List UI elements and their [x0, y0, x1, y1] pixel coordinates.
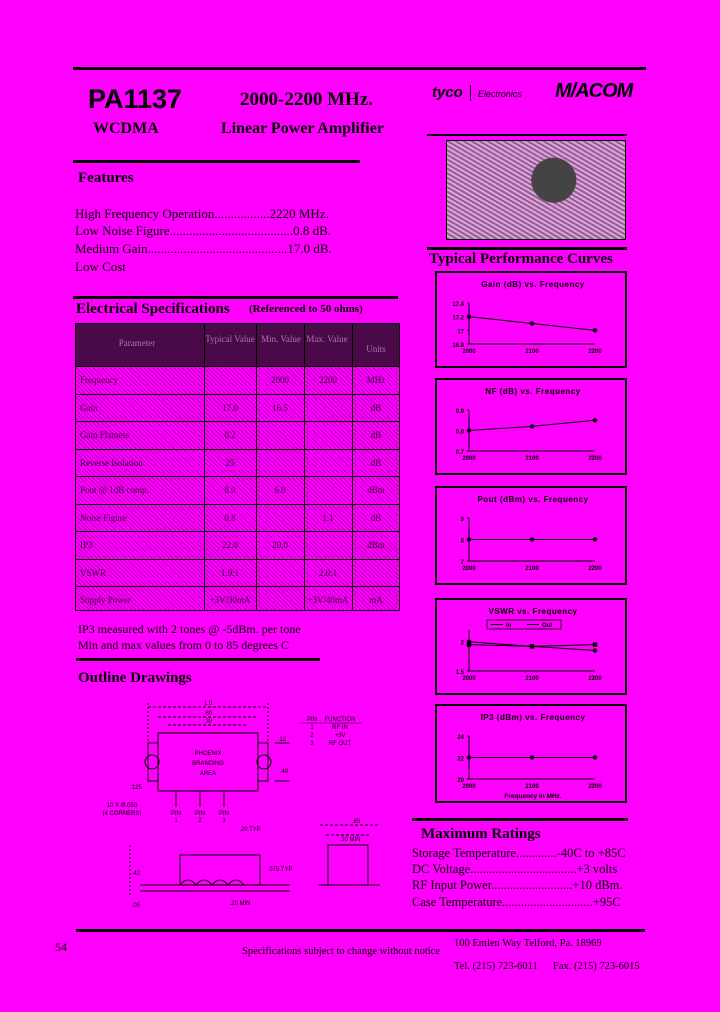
spec-row-line [76, 421, 399, 422]
spec-cell: 1.9:1 [220, 567, 240, 578]
spec-row-line [76, 559, 399, 560]
macom-logo: M/ACOM [555, 80, 633, 102]
pin-table-text: RF IN [332, 725, 348, 731]
pin-label: PIN [170, 811, 182, 817]
electrical-rule [73, 296, 398, 299]
nf-chart-box [435, 378, 627, 475]
x-tick-label: 2200 [588, 349, 602, 355]
data-point [530, 537, 534, 541]
x-tick-label: 2200 [588, 566, 602, 572]
spec-cell: dB [370, 402, 382, 413]
outline-title: Outline Drawings [78, 670, 192, 686]
gain-chart-box [435, 271, 627, 368]
legend-label: In [506, 623, 512, 629]
feature-item: Low Cost [75, 259, 126, 274]
spec-cell: Supply Power [80, 595, 131, 605]
dim-label: (4 CORNERS) [102, 811, 142, 817]
spec-row-line [76, 366, 399, 367]
data-point [593, 328, 597, 332]
features-title: Features [78, 170, 134, 186]
y-tick-label: 2 [460, 640, 464, 647]
pin-number: 3 [222, 818, 226, 824]
y-tick-label: 24 [457, 735, 464, 741]
x-tick-label: 2000 [462, 676, 476, 682]
address: 100 Emlen Way Telford, Pa. 18969 [454, 938, 602, 949]
x-tick-label: 2100 [525, 566, 539, 572]
pin-table-text: 1 [310, 725, 314, 731]
data-point [530, 424, 534, 428]
rating-item: DC Voltage..................................+3 volts [412, 862, 618, 876]
chart-title: Gain (dB) vs. Frequency [481, 280, 585, 289]
product-type: Linear Power Amplifier [221, 120, 384, 137]
pout-chart-box [435, 486, 627, 585]
spec-cell: dB [370, 430, 382, 440]
dim-label: .85 [351, 819, 361, 825]
ratings-title: Maximum Ratings [421, 826, 541, 842]
pin-table-text: PIN [306, 717, 318, 723]
x-tick-label: 2200 [588, 676, 602, 682]
y-tick-label: 17.2 [452, 315, 464, 322]
spec-cell: 0.8 [224, 512, 236, 523]
performance-title: Typical Performance Curves [429, 251, 613, 267]
tyco-logo-text: tyco [432, 84, 463, 101]
y-tick-label: 0.7 [455, 450, 464, 456]
data-point [467, 428, 471, 432]
y-tick-label: 0.9 [455, 409, 464, 415]
dim-label: .60 [203, 711, 213, 717]
data-point [467, 642, 471, 646]
dim-label: .12 [277, 737, 287, 743]
spec-cell: Noise Figure [80, 512, 127, 523]
chart-title: VSWR vs. Frequency [488, 607, 578, 616]
spec-cell: 25 [225, 457, 235, 468]
spec-cell: +3V/30mA [209, 595, 251, 605]
chart-title: Pout (dBm) vs. Frequency [477, 495, 589, 504]
y-tick-label: 9 [460, 517, 464, 523]
dim-label: .075 TYP [267, 867, 293, 873]
spec-cell: Gain [80, 402, 98, 413]
spec-cell: 2.0:1 [318, 567, 338, 578]
performance-rule [427, 247, 627, 250]
electronics-logo-text: Electronics [477, 89, 522, 99]
spec-row-line [76, 586, 399, 587]
outline-rule [76, 658, 320, 661]
y-tick-label: 17 [457, 329, 464, 336]
pin-table-text: RF OUT [328, 741, 352, 747]
feature-item: Low Noise Figure......................................0.8 dB. [75, 223, 332, 238]
data-point [593, 648, 597, 652]
y-tick-label: 17.4 [452, 302, 464, 308]
branding-text: BRANDING [192, 761, 224, 767]
spec-cell: 17.0 [222, 402, 238, 413]
spec-table [75, 323, 400, 611]
spec-cell: IP3 [80, 540, 93, 550]
rating-item: Storage Temperature.............-40C to +85C [412, 846, 626, 860]
dim-label: .30 MIN [339, 837, 361, 843]
telephone: Tel. (215) 723-6011 [454, 961, 538, 972]
data-point [593, 418, 597, 422]
part-number: PA1137 [88, 84, 183, 114]
logo-divider [470, 85, 471, 101]
data-point [530, 755, 534, 759]
pin-label: PIN [194, 811, 206, 817]
spec-cell: 2200 [319, 375, 337, 385]
spec-header-cell: Max. Value [306, 334, 348, 344]
spec-cell: 1.1 [322, 512, 334, 523]
spec-cell: Gain Flatness [80, 430, 130, 440]
product-photo [446, 140, 626, 240]
electrical-reference: (Referenced to 50 ohms) [249, 303, 363, 315]
top-rule [73, 67, 646, 70]
data-point [593, 642, 597, 646]
ip3-chart [437, 706, 625, 801]
disclaimer: Specifications subject to change without notice [242, 946, 440, 957]
features-rule [73, 160, 360, 163]
spec-cell: mA [369, 595, 383, 605]
x-tick-label: 2200 [588, 456, 602, 462]
spec-cell: MHz [366, 375, 386, 385]
spec-row-line [76, 449, 399, 450]
x-axis-label: Frequency in MHz. [504, 793, 562, 800]
y-tick-label: 7 [460, 560, 464, 566]
tyco-logo [432, 84, 522, 102]
gain-chart [437, 273, 625, 366]
electrical-title: Electrical Specifications [76, 301, 230, 317]
y-tick-label: 8 [460, 538, 464, 545]
pin-number: 1 [174, 818, 178, 824]
spec-row-line [76, 531, 399, 532]
dim-label: .40 [279, 769, 289, 775]
data-point [593, 537, 597, 541]
branding-text: AREA [199, 771, 217, 777]
spec-cell: 22.0 [222, 540, 238, 550]
spec-cell: dB [370, 512, 382, 523]
spec-cell: dBm [367, 540, 385, 550]
data-point [467, 314, 471, 318]
branding-text: PHOENIX [194, 751, 222, 757]
chart-title: NF (dB) vs. Frequency [485, 387, 581, 396]
feature-item: Medium Gain...........................................17.0 dB. [75, 241, 332, 256]
spec-row-line [76, 394, 399, 395]
y-tick-label: 16.8 [452, 343, 464, 349]
y-tick-label: 20 [457, 778, 464, 784]
dim-label: .20 TYP [239, 827, 261, 833]
ratings-rule [412, 818, 628, 821]
chart-axes [469, 410, 595, 451]
x-tick-label: 2100 [525, 676, 539, 682]
feature-item: High Frequency Operation.................2220 MHz. [75, 206, 329, 221]
chart-title: IP3 (dBm) vs. Frequency [480, 713, 586, 722]
dim-label: .125 [130, 785, 142, 791]
y-tick-label: 1.5 [455, 670, 464, 676]
pin-table-text: 2 [310, 733, 314, 739]
dim-label: .30 [203, 719, 213, 725]
dim-label: 10 X Ø.050 [106, 803, 138, 809]
vswr-chart [437, 600, 625, 693]
application-label: WCDMA [93, 120, 159, 137]
spec-cell: +3V/40mA [307, 595, 349, 605]
nf-chart [437, 380, 625, 473]
pin-number: 2 [198, 818, 202, 824]
spec-note: IP3 measured with 2 tones @ -5dBm. per tone [78, 622, 301, 636]
spec-header-cell: Typical Value [205, 334, 255, 344]
data-point [530, 321, 534, 325]
spec-cell: 2000 [271, 375, 289, 385]
vswr-chart-box [435, 598, 627, 695]
spec-cell: 0.2 [224, 430, 236, 440]
dim-label: .20 MIN [229, 901, 251, 907]
x-tick-label: 2000 [462, 349, 476, 355]
fax: Fax. (215) 723-6015 [553, 961, 640, 972]
data-point [593, 755, 597, 759]
dim-label: .42 [131, 871, 141, 877]
pout-chart [437, 488, 625, 583]
chart-axes [469, 630, 595, 671]
x-tick-label: 2000 [462, 566, 476, 572]
pin-table-text: FUNCTION [324, 717, 356, 723]
dim-label: 1.0 [203, 701, 213, 707]
x-tick-label: 2100 [525, 456, 539, 462]
pin-label: PIN [218, 811, 230, 817]
spec-cell: Reverse Isolation [80, 457, 143, 468]
x-tick-label: 2200 [588, 784, 602, 790]
pin-table-text: +3V [334, 733, 346, 739]
spec-cell: VSWR [80, 567, 107, 578]
data-point [467, 537, 471, 541]
spec-cell: 6.0 [274, 485, 286, 495]
photo-top-rule [427, 134, 627, 136]
footer-rule [76, 929, 645, 932]
spec-header-cell: Parameter [118, 338, 156, 348]
spec-note: Min and max values from 0 to 85 degrees C [78, 638, 289, 652]
pin-table-text: 3 [310, 741, 314, 747]
data-point [467, 755, 471, 759]
y-tick-label: 22 [457, 756, 464, 763]
x-tick-label: 2100 [525, 784, 539, 790]
spec-cell: 16.5 [272, 402, 288, 413]
outline-drawing [100, 695, 420, 915]
x-tick-label: 2100 [525, 349, 539, 355]
dim-label: .05 [131, 903, 141, 909]
frequency-range: 2000-2200 MHz. [240, 89, 373, 110]
spec-cell: dB [370, 457, 382, 468]
spec-cell: 20.0 [272, 540, 288, 550]
rating-item: Case Temperature.............................+95C [412, 895, 621, 909]
spec-cell: Pout @ 1dB comp. [80, 485, 149, 495]
data-point [530, 644, 534, 648]
x-tick-label: 2000 [462, 456, 476, 462]
ip3-chart-box [435, 704, 627, 803]
spec-cell: Frequency [80, 375, 118, 385]
page-number: 54 [55, 940, 67, 954]
legend-label: Out [542, 623, 553, 629]
rating-item: RF Input Power..........................+10 dBm. [412, 878, 623, 892]
spec-header-cell: Units [366, 344, 386, 354]
spec-header-cell: Min. Value [261, 334, 301, 344]
spec-cell: dBm [367, 485, 385, 495]
spec-row-line [76, 504, 399, 505]
y-tick-label: 0.8 [455, 429, 464, 436]
spec-row-line [76, 476, 399, 477]
x-tick-label: 2000 [462, 784, 476, 790]
spec-cell: 8.0 [224, 485, 236, 495]
